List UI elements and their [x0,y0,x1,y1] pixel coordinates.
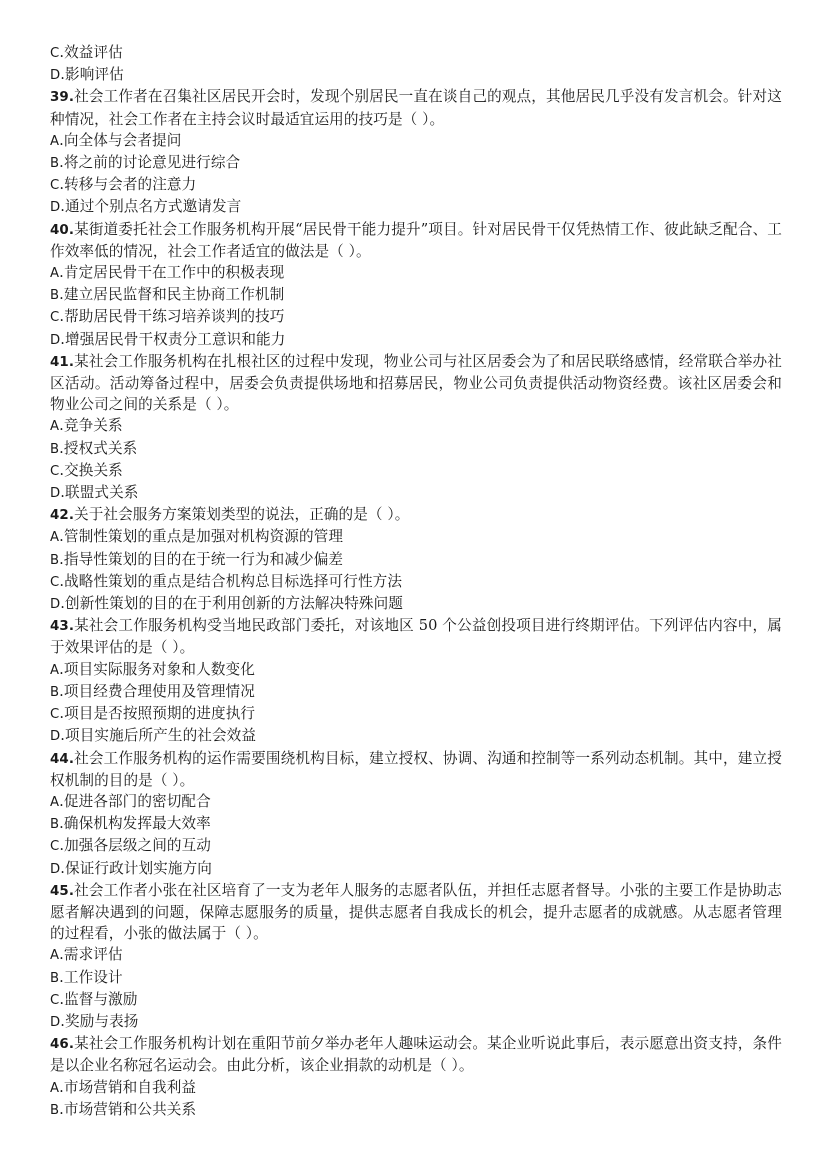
option-d[interactable] [50,725,782,747]
option-separator: . [60,859,66,877]
option-text: 通过个别点名方式邀请发言 [65,198,242,216]
option-separator: . [59,815,64,833]
option-text: 交换关系 [64,461,123,479]
option-text: 指导性策划的目的在于统一行为和减少偏差 [63,550,344,568]
question-stem [50,880,782,945]
option-separator: . [59,946,64,964]
option-d[interactable] [50,64,782,86]
option-text: 加强各层级之间的互动 [64,837,212,855]
option-text: 竞争关系 [63,417,123,435]
option-separator: . [59,1100,64,1118]
exam-content [50,42,782,1121]
option-d[interactable] [50,196,782,218]
option-text: 联盟式关系 [65,484,139,502]
question-block [50,504,782,615]
option-separator: . [59,990,65,1008]
option-b[interactable] [50,152,782,174]
option-separator: . [59,461,65,479]
question-stem [50,1033,782,1076]
option-d[interactable] [50,329,782,351]
option-label: D [50,332,61,348]
option-label: B [50,288,60,304]
option-a[interactable] [50,130,782,152]
option-b[interactable] [50,813,782,835]
question-number: 45. [50,883,75,899]
option-text: 授权式关系 [63,439,138,457]
option-label: A [50,662,60,678]
option-a[interactable] [50,526,782,548]
continued-options-group [50,42,782,86]
option-label: B [50,441,60,457]
question-number: 41. [50,354,75,370]
option-label: D [50,729,61,745]
question-number: 43. [50,619,75,635]
option-text: 项目经费合理使用及管理情况 [63,682,255,700]
option-text: 影响评估 [65,66,124,84]
question-stem [50,351,782,416]
option-separator: . [60,198,66,216]
option-separator: . [59,154,64,172]
option-separator: . [59,837,65,855]
option-label: D [50,1014,61,1030]
question-stem [50,86,782,129]
question-stem [50,504,782,526]
option-text: 管制性策划的重点是加强对机构资源的管理 [63,528,344,546]
option-label: C [50,707,60,723]
option-separator: . [59,417,64,435]
option-b[interactable] [50,1099,782,1121]
question-stem-text: 社会工作服务机构的运作需要围绕机构目标，建立授权、协调、沟通和控制等一系列动态机制。其中，建立授权机制的目的是（ ）。 [50,749,782,789]
option-label: B [50,817,60,833]
option-label: D [50,486,61,502]
option-label: B [50,970,60,986]
option-b[interactable] [50,549,782,571]
option-label: A [50,133,60,149]
option-text: 促进各部门的密切配合 [63,792,211,810]
question-block [50,880,782,1033]
question-list [50,86,782,1121]
option-b[interactable] [50,438,782,460]
option-separator: . [59,131,64,149]
option-b[interactable] [50,284,782,306]
option-separator: . [59,705,65,723]
option-separator: . [60,727,66,745]
option-text: 奖励与表扬 [65,1012,139,1030]
option-c[interactable] [50,835,782,857]
option-c[interactable] [50,174,782,196]
option-separator: . [59,792,64,810]
option-text: 肯定居民骨干在工作中的积极表现 [63,264,285,282]
option-d[interactable] [50,1011,782,1033]
option-label: C [50,463,60,479]
option-a[interactable] [50,415,782,437]
question-number: 46. [50,1037,75,1053]
option-label: C [50,839,60,855]
option-separator: . [60,484,66,502]
option-text: 战略性策划的重点是结合机构总目标选择可行性方法 [64,572,403,590]
option-label: B [50,552,60,568]
option-text: 项目是否按照预期的进度执行 [64,705,256,723]
option-c[interactable] [50,460,782,482]
option-text: 建立居民监督和民主协商工作机制 [63,286,285,304]
option-label: A [50,794,60,810]
question-stem-text: 某街道委托社会工作服务机构开展“居民骨干能力提升”项目。针对居民骨干仅凭热情工作、彼此缺乏配合、工作效率低的情况，社会工作者适宜的做法是（ ）。 [50,220,782,260]
option-text: 确保机构发挥最大效率 [63,815,211,833]
option-separator: . [59,660,64,678]
option-separator: . [59,1078,64,1096]
question-stem-text: 某社会工作服务机构计划在重阳节前夕举办老年人趣味运动会。某企业听说此事后，表示愿意出资支持，条件是以企业名称冠名运动会。由此分析，该企业捐款的动机是（ ）。 [50,1035,782,1075]
option-text: 工作设计 [63,968,123,986]
option-separator: . [59,264,64,282]
option-separator: . [59,968,64,986]
question-stem-text: 社会工作者在召集社区居民开会时，发现个别居民一直在谈自己的观点，其他居民几乎没有发言机会。针对这种情况，社会工作者在主持会议时最适宜运用的技巧是（ ）。 [50,88,782,128]
question-number: 42. [50,508,75,524]
option-d[interactable] [50,482,782,504]
option-a[interactable] [50,944,782,966]
option-text: 向全体与会者提问 [63,131,182,149]
question-stem-text: 社会工作者小张在社区培育了一支为老年人服务的志愿者队伍，并担任志愿者督导。小张的主要工作是协助志愿者解决遇到的问题，保障志愿服务的质量，提供志愿者自我成长的机会，提升志愿者的成就感。从志愿者管理的过程看，小张的做法属于（ ）。 [50,881,782,943]
option-separator: . [60,1012,66,1030]
option-a[interactable] [50,1077,782,1099]
option-label: B [50,684,60,700]
option-label: B [50,1102,60,1118]
question-stem [50,748,782,791]
option-separator: . [59,308,65,326]
option-a[interactable] [50,791,782,813]
option-label: D [50,200,61,216]
option-c[interactable] [50,571,782,593]
option-d[interactable] [50,858,782,880]
option-d[interactable] [50,593,782,615]
option-text: 帮助居民骨干练习培养谈判的技巧 [64,308,285,326]
option-separator: . [59,682,64,700]
option-text: 监督与激励 [64,990,138,1008]
option-label: B [50,156,60,172]
question-stem-text: 某社会工作服务机构受当地民政部门委托，对该地区 50 个公益创投项目进行终期评估。下列评估内容中，属于效果评估的是（ ）。 [50,617,782,657]
option-separator: . [59,44,65,61]
option-text: 转移与会者的注意力 [64,176,197,194]
option-separator: . [60,66,66,84]
option-text: 项目实施后所产生的社会效益 [65,727,257,745]
option-label: D [50,68,61,84]
question-number: 39. [50,90,75,106]
option-text: 项目实际服务对象和人数变化 [63,660,255,678]
option-label: C [50,178,60,194]
option-label: C [50,992,60,1008]
option-separator: . [60,595,66,613]
option-text: 保证行政计划实施方向 [65,859,212,877]
option-label: C [50,574,60,590]
option-label: C [50,310,60,326]
question-stem [50,615,782,658]
option-separator: . [59,572,65,590]
option-text: 需求评估 [63,946,123,964]
option-text: 将之前的讨论意见进行综合 [63,154,241,172]
question-block [50,1033,782,1121]
option-label: D [50,861,61,877]
question-block [50,219,782,351]
option-separator: . [59,550,64,568]
option-text: 市场营销和自我利益 [63,1078,197,1096]
option-separator: . [60,330,66,348]
option-text: 增强居民骨干权责分工意识和能力 [65,330,286,348]
option-a[interactable] [50,659,782,681]
option-separator: . [59,528,64,546]
option-label: A [50,530,60,546]
option-c[interactable] [50,306,782,328]
question-block [50,615,782,747]
question-stem [50,219,782,262]
option-c[interactable] [50,989,782,1011]
option-c[interactable] [50,703,782,725]
option-label: D [50,597,61,613]
question-stem-text: 关于社会服务方案策划类型的说法，正确的是（ ）。 [74,506,410,524]
option-separator: . [59,286,64,304]
option-separator: . [59,439,64,457]
question-block [50,351,782,504]
option-label: C [50,46,60,61]
question-block [50,86,782,218]
option-separator: . [59,176,65,194]
option-label: A [50,948,60,964]
option-text: 市场营销和公共关系 [63,1100,197,1118]
option-a[interactable] [50,262,782,284]
question-block [50,748,782,880]
option-label: A [50,266,60,282]
option-label: A [50,1080,60,1096]
option-text: 效益评估 [64,44,123,61]
option-c[interactable] [50,42,782,64]
option-b[interactable] [50,681,782,703]
option-b[interactable] [50,967,782,989]
option-label: A [50,419,60,435]
question-number: 40. [50,222,75,238]
option-text: 创新性策划的目的在于利用创新的方法解决特殊问题 [65,595,403,613]
question-number: 44. [50,751,75,767]
question-stem-text: 某社会工作服务机构在扎根社区的过程中发现，物业公司与社区居委会为了和居民联络感情，经常联合举办社区活动。活动筹备过程中，居委会负责提供场地和招募居民，物业公司负责提供活动物资经费。该社区居委会和物业公司之间的关系是（ ）。 [50,352,782,414]
